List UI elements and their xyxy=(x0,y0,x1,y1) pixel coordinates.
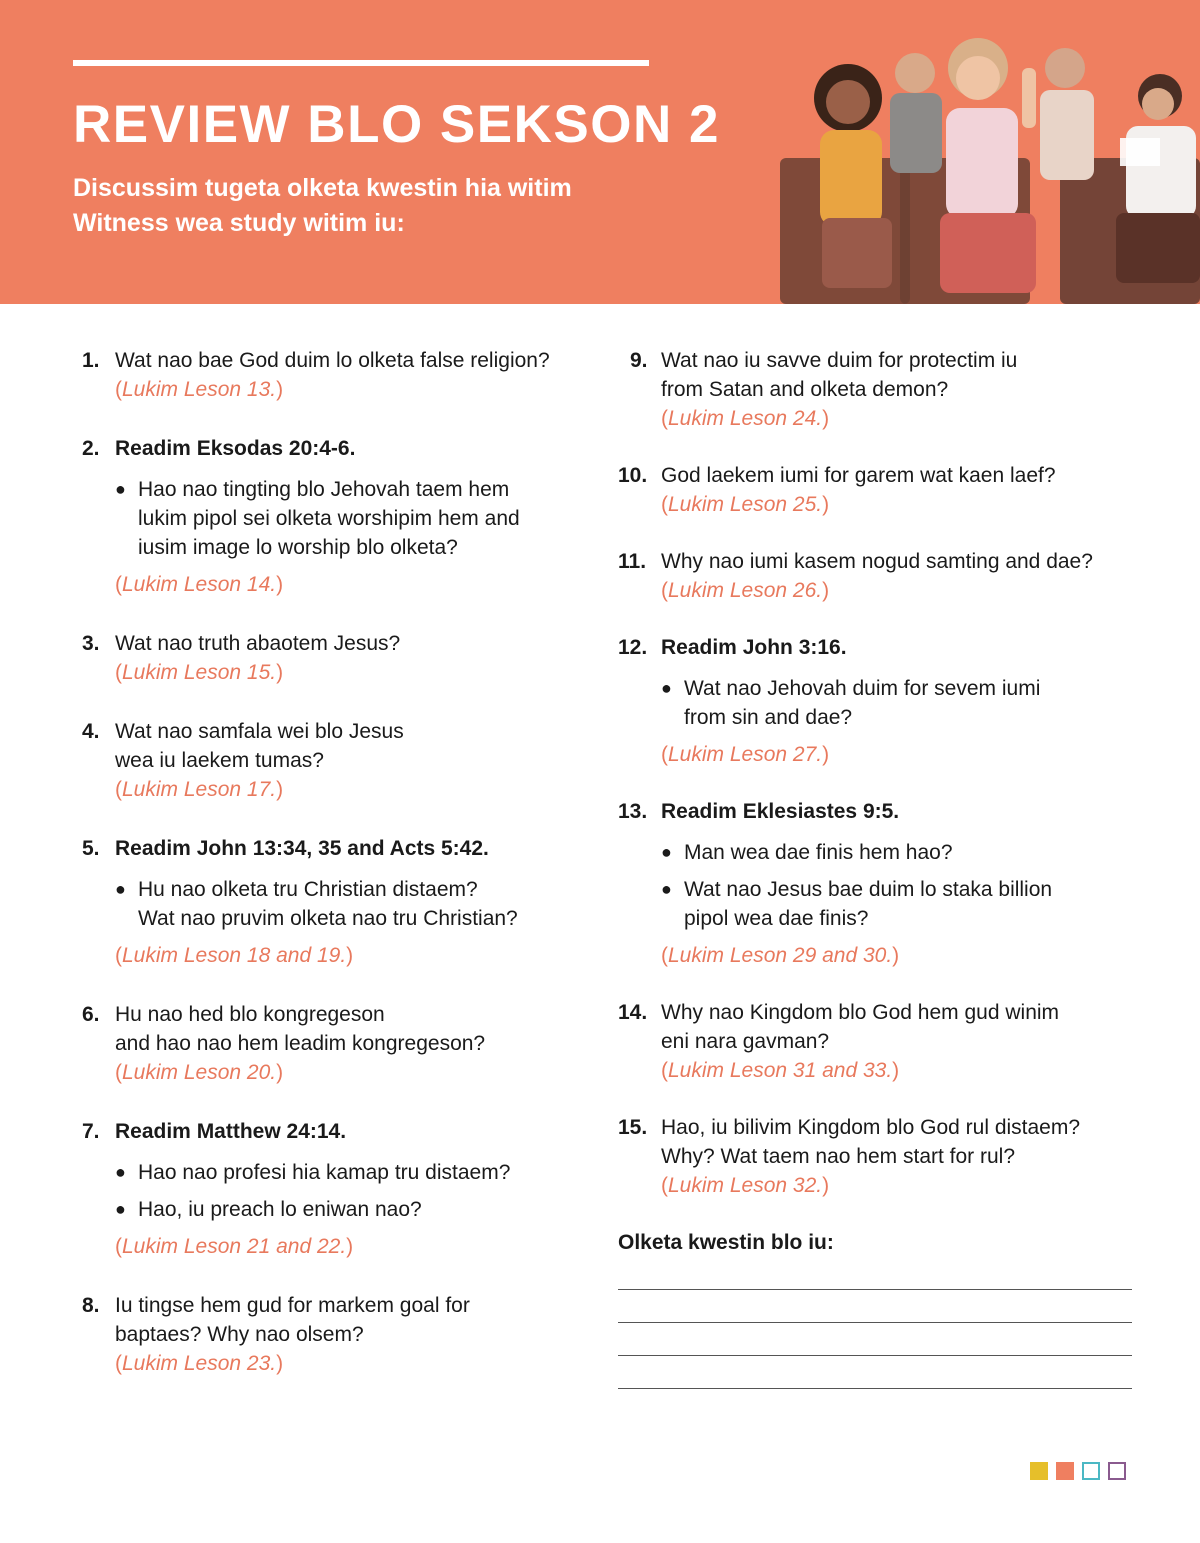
question-8 xyxy=(82,1291,602,1378)
lesson-reference: (Lukim Leson 18 and 19.) xyxy=(115,944,354,967)
notes-section xyxy=(618,1228,1148,1389)
question-15 xyxy=(618,1113,1148,1200)
notes-label: Olketa kwestin blo iu: xyxy=(618,1231,834,1254)
yellow-square-icon xyxy=(1030,1462,1048,1480)
question-2 xyxy=(82,434,602,599)
question-number: 2. xyxy=(82,437,100,460)
bullet-item: ● Wat nao Jesus bae duim lo staka billion pipol wea dae finis? xyxy=(661,878,1053,930)
lesson-reference: (Lukim Leson 27.) xyxy=(661,743,830,766)
lesson-reference: (Lukim Leson 32.) xyxy=(661,1174,830,1197)
scripture-heading: Readim Matthew 24:14. xyxy=(115,1120,347,1143)
question-text: Why nao iumi kasem nogud samting and dae? xyxy=(661,550,1093,573)
question-text: Wat nao iu savve duim for protectim iu from Satan and olketa demon? xyxy=(661,349,1018,401)
bullet-item: ● Hao, iu preach lo eniwan nao? xyxy=(115,1198,422,1221)
question-11 xyxy=(618,547,1148,605)
question-text: Wat nao samfala wei blo Jesus wea iu laekem tumas? xyxy=(115,720,404,772)
bullet-list xyxy=(115,475,602,562)
title-rule xyxy=(73,60,649,66)
scripture-heading: Readim Eksodas 20:4-6. xyxy=(115,437,356,460)
question-9 xyxy=(618,346,1148,433)
bullet-list xyxy=(115,1158,602,1224)
lesson-reference: (Lukim Leson 14.) xyxy=(115,573,284,596)
bullet-item: ● Hu nao olketa tru Christian distaem? Wat nao pruvim olketa nao tru Christian? xyxy=(115,878,518,930)
orange-square-icon xyxy=(1056,1462,1074,1480)
lesson-reference: (Lukim Leson 29 and 30.) xyxy=(661,944,900,967)
lesson-reference: (Lukim Leson 17.) xyxy=(115,778,284,801)
header-banner xyxy=(0,0,1200,304)
question-4 xyxy=(82,717,602,804)
question-7 xyxy=(82,1117,602,1261)
writing-line[interactable] xyxy=(618,1388,1132,1389)
question-6 xyxy=(82,1000,602,1087)
bullet-item: ● Hao nao tingting blo Jehovah taem hem lukim pipol sei olketa worshipim hem and iusim image lo worship blo olketa? xyxy=(115,478,520,559)
question-12 xyxy=(618,633,1148,769)
question-13 xyxy=(618,797,1148,970)
question-number: 4. xyxy=(82,720,100,743)
color-swatches xyxy=(1030,1462,1126,1480)
bullet-list xyxy=(115,875,602,933)
question-text: Why nao Kingdom blo God hem gud winim eni nara gavman? xyxy=(661,1001,1060,1053)
lesson-reference: (Lukim Leson 20.) xyxy=(115,1061,284,1084)
lesson-reference: (Lukim Leson 24.) xyxy=(661,407,830,430)
teal-outline-square-icon xyxy=(1082,1462,1100,1480)
question-text: Hao, iu bilivim Kingdom blo God rul distaem? Why? Wat taem nao hem start for rul? xyxy=(661,1116,1081,1168)
writing-line[interactable] xyxy=(618,1289,1132,1290)
question-14 xyxy=(618,998,1148,1085)
bullet-list xyxy=(661,838,1148,933)
question-number: 12. xyxy=(618,636,648,659)
scripture-heading: Readim John 13:34, 35 and Acts 5:42. xyxy=(115,837,489,860)
bullet-item: ● Wat nao Jehovah duim for sevem iumi from sin and dae? xyxy=(661,677,1041,729)
writing-line[interactable] xyxy=(618,1355,1132,1356)
question-text: God laekem iumi for garem wat kaen laef? xyxy=(661,464,1056,487)
question-number: 13. xyxy=(618,800,648,823)
question-3 xyxy=(82,629,602,687)
audience-illustration xyxy=(760,38,1200,304)
lesson-reference: (Lukim Leson 21 and 22.) xyxy=(115,1235,354,1258)
lesson-reference: (Lukim Leson 26.) xyxy=(661,579,830,602)
lesson-reference: (Lukim Leson 31 and 33.) xyxy=(661,1059,900,1082)
question-number: 14. xyxy=(618,1001,648,1024)
question-number: 3. xyxy=(82,632,100,655)
question-number: 9. xyxy=(630,349,648,372)
lesson-reference: (Lukim Leson 23.) xyxy=(115,1352,284,1375)
question-text: Iu tingse hem gud for markem goal for baptaes? Why nao olsem? xyxy=(115,1294,470,1346)
lesson-reference: (Lukim Leson 25.) xyxy=(661,493,830,516)
bullet-item: ● Hao nao profesi hia kamap tru distaem? xyxy=(115,1161,511,1184)
lesson-reference: (Lukim Leson 15.) xyxy=(115,661,284,684)
question-5 xyxy=(82,834,602,970)
question-number: 11. xyxy=(618,550,647,573)
scripture-heading: Readim Eklesiastes 9:5. xyxy=(661,800,900,823)
question-number: 1. xyxy=(82,349,100,372)
purple-outline-square-icon xyxy=(1108,1462,1126,1480)
questions-left-column xyxy=(82,346,602,1378)
writing-line[interactable] xyxy=(618,1322,1132,1323)
questions-right-column xyxy=(618,346,1148,1389)
question-text: Hu nao hed blo kongregeson and hao nao hem leadim kongregeson? xyxy=(115,1003,486,1055)
question-text: Wat nao bae God duim lo olketa false religion? xyxy=(115,349,550,372)
question-text: Wat nao truth abaotem Jesus? xyxy=(115,632,401,655)
question-number: 10. xyxy=(618,464,648,487)
question-1 xyxy=(82,346,602,404)
bullet-item: ● Man wea dae finis hem hao? xyxy=(661,841,953,864)
question-number: 15. xyxy=(618,1116,648,1139)
bullet-list xyxy=(661,674,1148,732)
question-number: 8. xyxy=(82,1294,100,1317)
question-number: 6. xyxy=(82,1003,100,1026)
page-title: REVIEW BLO SEKSON 2 xyxy=(73,95,720,154)
scripture-heading: Readim John 3:16. xyxy=(661,636,847,659)
page-subtitle: Discussim tugeta olketa kwestin hia witim Witness wea study witim iu: xyxy=(73,174,572,237)
question-10 xyxy=(618,461,1148,519)
question-number: 5. xyxy=(82,837,100,860)
question-number: 7. xyxy=(82,1120,100,1143)
lesson-reference: (Lukim Leson 13.) xyxy=(115,378,284,401)
